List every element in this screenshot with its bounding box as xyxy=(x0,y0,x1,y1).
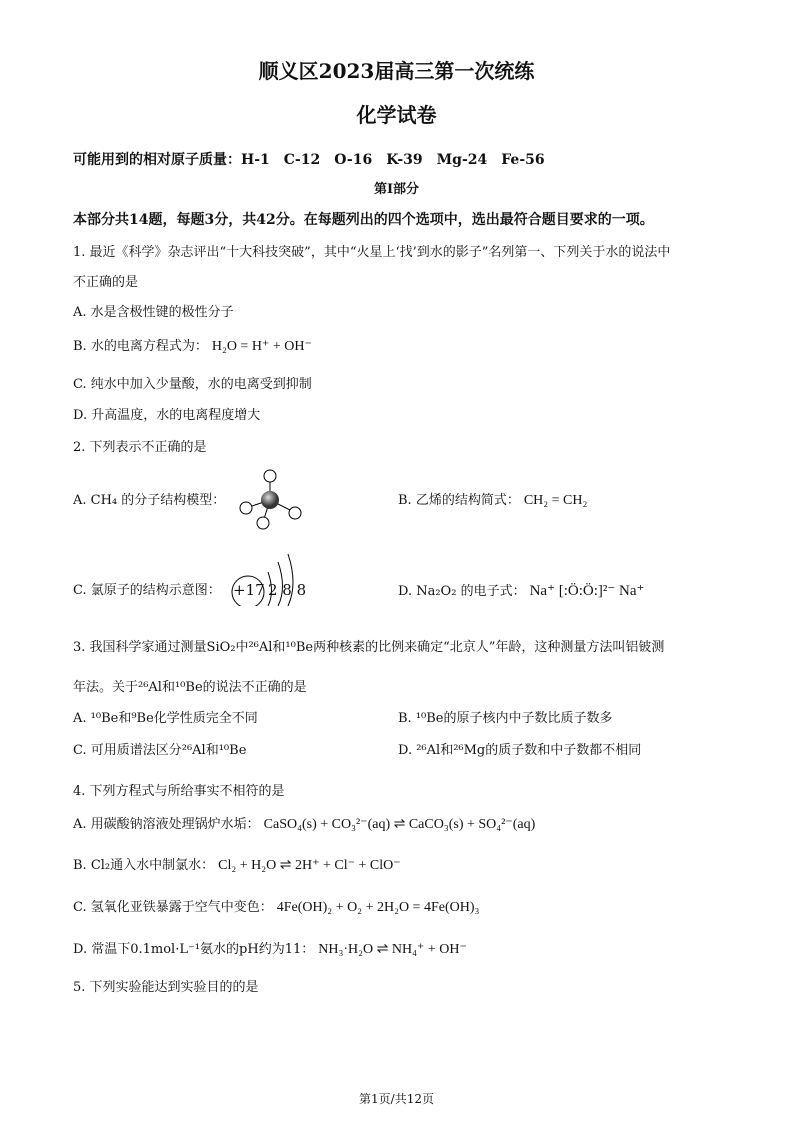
q4-option-a: A. 用碳酸钠溶液处理锅炉水垢： CaSO₄(s) + CO₃²⁻(aq) ⇌ CaCO₃(s) + SO₄²⁻(aq) xyxy=(73,817,536,832)
q1-stem-1: 1. 最近《科学》杂志评出“十大科技突破”，其中“火星上‘找’到水的影子”名列第一、下列关于水的说法中 xyxy=(73,245,671,260)
formula: 4Fe(OH)₂ + O₂ + 2H₂O = 4Fe(OH)₃ xyxy=(276,900,480,915)
q2-option-a: A. CH₄ 的分子结构模型： xyxy=(73,493,226,508)
atomic-masses: 可能用到的相对原子质量：H-1 C-12 O-16 K-39 Mg-24 Fe-56 xyxy=(73,152,545,168)
q4-stem: 4. 下列方程式与所给事实不相符的是 xyxy=(73,784,285,799)
instructions: 本部分共14题，每题3分，共42分。在每题列出的四个选项中，选出最符合题目要求的一项。 xyxy=(73,212,654,228)
q2-option-d: D. Na₂O₂ 的电子式： Na⁺ [:Ö:Ö:]²⁻ Na⁺ xyxy=(398,583,645,599)
q3-stem-2: 年法。关于²⁶Al和¹⁰Be的说法不正确的是 xyxy=(73,680,307,695)
formula: NH₃·H₂O ⇌ NH₄⁺ + OH⁻ xyxy=(318,942,467,957)
formula: CH₂ = CH₂ xyxy=(523,493,588,508)
exam-subtitle: 化学试卷 xyxy=(356,103,437,127)
part-heading: 第I部分 xyxy=(373,182,420,197)
formula: H₂O = H⁺ + OH⁻ xyxy=(211,339,312,354)
q2-option-c: C. 氯原子的结构示意图： xyxy=(73,583,221,598)
q1-option-a: A. 水是含极性键的极性分子 xyxy=(73,305,234,320)
q4-option-c: C. 氢氧化亚铁暴露于空气中变色： 4Fe(OH)₂ + O₂ + 2H₂O = 4Fe(OH)₃ xyxy=(73,900,480,915)
q3-stem-1: 3. 我国科学家通过测量SiO₂中²⁶Al和¹⁰Be两种核素的比例来确定“北京人”年龄，这种测量方法叫铝铍测 xyxy=(73,640,665,655)
q1-option-d: D. 升高温度，水的电离程度增大 xyxy=(73,408,261,423)
q4-option-d: D. 常温下0.1mol·L⁻¹氨水的pH约为11： NH₃·H₂O ⇌ NH₄⁺ + OH⁻ xyxy=(73,942,467,957)
q3-option-b: B. ¹⁰Be的原子核内中子数比质子数多 xyxy=(398,711,613,726)
electron-formula: Na⁺ [:Ö:Ö:]²⁻ Na⁺ xyxy=(529,583,645,599)
page-number: 第1页/共12页 xyxy=(359,1092,434,1106)
q3-option-c: C. 可用质谱法区分²⁶Al和¹⁰Be xyxy=(73,743,247,758)
q1-option-b: B. 水的电离方程式为： H₂O = H⁺ + OH⁻ xyxy=(73,339,312,354)
q5-stem: 5. 下列实验能达到实验目的的是 xyxy=(73,980,259,995)
q4-option-b: B. Cl₂通入水中制氯水： Cl₂ + H₂O ⇌ 2H⁺ + Cl⁻ + ClO⁻ xyxy=(73,858,401,873)
methane-ball-stick-model xyxy=(236,468,306,530)
q2-stem: 2. 下列表示不正确的是 xyxy=(73,440,207,455)
formula: CaSO₄(s) + CO₃²⁻(aq) ⇌ CaCO₃(s) + SO₄²⁻(aq) xyxy=(263,817,536,832)
nucleus-charge: +17 xyxy=(233,581,265,599)
q2-option-b: B. 乙烯的结构简式： CH₂ = CH₂ xyxy=(398,493,588,508)
electron-shells: 2 8 8 xyxy=(268,581,307,599)
q1-stem-2: 不正确的是 xyxy=(73,275,139,290)
exam-title: 顺义区2023届高三第一次统练 xyxy=(258,59,535,83)
q3-option-d: D. ²⁶Al和²⁶Mg的质子数和中子数都不相同 xyxy=(398,743,642,758)
formula: Cl₂ + H₂O ⇌ 2H⁺ + Cl⁻ + ClO⁻ xyxy=(218,858,401,873)
q3-option-a: A. ¹⁰Be和⁹Be化学性质完全不同 xyxy=(73,711,258,726)
q1-option-c: C. 纯水中加入少量酸，水的电离受到抑制 xyxy=(73,377,312,392)
